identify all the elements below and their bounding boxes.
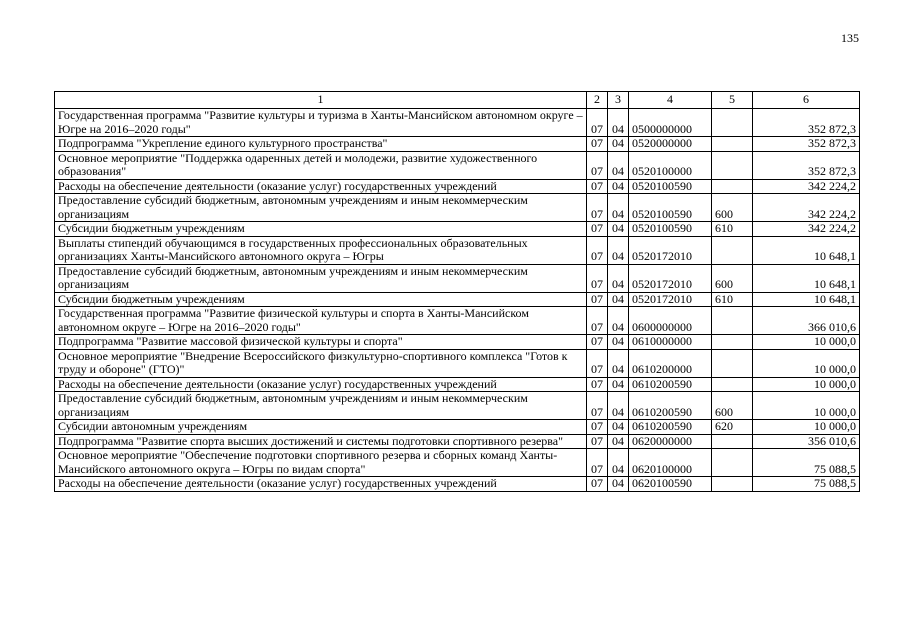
row-target-code-cell: 0520100590 — [629, 179, 712, 194]
header-col-4: 4 — [629, 92, 712, 109]
table-row — [55, 434, 860, 449]
table-row — [55, 109, 860, 137]
row-target-code-cell: 0610200590 — [629, 420, 712, 435]
row-name-cell: Расходы на обеспечение деятельности (оказание услуг) государственных учреждений — [55, 377, 587, 392]
row-amount-cell: 10 000,0 — [753, 420, 860, 435]
row-target-code-cell: 0520100590 — [629, 194, 712, 222]
header-col-1: 1 — [55, 92, 587, 109]
row-expense-type-cell — [712, 349, 753, 377]
row-section-cell: 07 — [587, 194, 608, 222]
row-name-cell: Государственная программа "Развитие культуры и туризма в Ханты-Мансийском автономном округе – Югре на 2016–2020 годы" — [55, 109, 587, 137]
row-section-cell: 07 — [587, 109, 608, 137]
row-target-code-cell: 0600000000 — [629, 307, 712, 335]
row-expense-type-cell — [712, 109, 753, 137]
row-target-code-cell: 0520172010 — [629, 292, 712, 307]
row-expense-type-cell — [712, 335, 753, 350]
row-name-cell: Выплаты стипендий обучающимся в государственных профессиональных образовательных организациях Ханты-Мансийского автономного округа – Югры — [55, 236, 587, 264]
table-row — [55, 335, 860, 350]
table-row — [55, 477, 860, 492]
row-expense-type-cell: 600 — [712, 392, 753, 420]
table-row — [55, 292, 860, 307]
row-subsection-cell: 04 — [608, 264, 629, 292]
row-subsection-cell: 04 — [608, 137, 629, 152]
row-target-code-cell: 0620000000 — [629, 434, 712, 449]
row-amount-cell: 10 648,1 — [753, 264, 860, 292]
row-name-cell: Предоставление субсидий бюджетным, автономным учреждениям и иным некоммерческим организациям — [55, 194, 587, 222]
row-expense-type-cell — [712, 434, 753, 449]
row-target-code-cell: 0620100590 — [629, 477, 712, 492]
header-col-5: 5 — [712, 92, 753, 109]
row-amount-cell: 366 010,6 — [753, 307, 860, 335]
row-section-cell: 07 — [587, 179, 608, 194]
table-row — [55, 222, 860, 237]
table-row — [55, 307, 860, 335]
row-amount-cell: 342 224,2 — [753, 222, 860, 237]
row-subsection-cell: 04 — [608, 449, 629, 477]
table-header-row — [55, 92, 860, 109]
row-target-code-cell: 0520100000 — [629, 151, 712, 179]
row-amount-cell: 352 872,3 — [753, 151, 860, 179]
row-section-cell: 07 — [587, 477, 608, 492]
row-section-cell: 07 — [587, 392, 608, 420]
header-col-2: 2 — [587, 92, 608, 109]
row-amount-cell: 10 648,1 — [753, 292, 860, 307]
header-col-3: 3 — [608, 92, 629, 109]
row-name-cell: Расходы на обеспечение деятельности (оказание услуг) государственных учреждений — [55, 179, 587, 194]
row-section-cell: 07 — [587, 449, 608, 477]
row-name-cell: Субсидии бюджетным учреждениям — [55, 222, 587, 237]
budget-table — [54, 91, 860, 492]
row-section-cell: 07 — [587, 292, 608, 307]
row-expense-type-cell — [712, 137, 753, 152]
page-number: 135 — [841, 31, 859, 45]
table-row — [55, 449, 860, 477]
row-subsection-cell: 04 — [608, 392, 629, 420]
table-row — [55, 151, 860, 179]
row-expense-type-cell — [712, 179, 753, 194]
row-target-code-cell: 0610200000 — [629, 349, 712, 377]
row-section-cell: 07 — [587, 377, 608, 392]
table-row — [55, 420, 860, 435]
table-row — [55, 137, 860, 152]
table-row — [55, 392, 860, 420]
row-amount-cell: 356 010,6 — [753, 434, 860, 449]
row-amount-cell: 10 000,0 — [753, 377, 860, 392]
row-subsection-cell: 04 — [608, 349, 629, 377]
table-row — [55, 179, 860, 194]
row-subsection-cell: 04 — [608, 179, 629, 194]
row-subsection-cell: 04 — [608, 420, 629, 435]
row-name-cell: Основное мероприятие "Внедрение Всероссийского физкультурно-спортивного комплекса "Готов к труду и обороне" (ГТО)" — [55, 349, 587, 377]
row-name-cell: Подпрограмма "Развитие спорта высших достижений и системы подготовки спортивного резерва" — [55, 434, 587, 449]
row-subsection-cell: 04 — [608, 222, 629, 237]
row-amount-cell: 10 000,0 — [753, 392, 860, 420]
row-expense-type-cell — [712, 151, 753, 179]
row-expense-type-cell — [712, 477, 753, 492]
row-amount-cell: 10 000,0 — [753, 335, 860, 350]
row-amount-cell: 352 872,3 — [753, 137, 860, 152]
row-subsection-cell: 04 — [608, 109, 629, 137]
row-target-code-cell: 0520100590 — [629, 222, 712, 237]
row-name-cell: Расходы на обеспечение деятельности (оказание услуг) государственных учреждений — [55, 477, 587, 492]
row-expense-type-cell — [712, 236, 753, 264]
row-section-cell: 07 — [587, 264, 608, 292]
row-expense-type-cell — [712, 377, 753, 392]
row-name-cell: Государственная программа "Развитие физической культуры и спорта в Ханты-Мансийском автономном округе – Югре на 2016–2020 годы" — [55, 307, 587, 335]
row-amount-cell: 75 088,5 — [753, 477, 860, 492]
row-target-code-cell: 0520172010 — [629, 264, 712, 292]
row-target-code-cell: 0520000000 — [629, 137, 712, 152]
row-section-cell: 07 — [587, 137, 608, 152]
row-name-cell: Субсидии бюджетным учреждениям — [55, 292, 587, 307]
row-subsection-cell: 04 — [608, 236, 629, 264]
row-amount-cell: 75 088,5 — [753, 449, 860, 477]
row-name-cell: Предоставление субсидий бюджетным, автономным учреждениям и иным некоммерческим организациям — [55, 264, 587, 292]
row-name-cell: Основное мероприятие "Обеспечение подготовки спортивного резерва и сборных команд Ханты-Мансийского автономного округа – Югры по видам спорта" — [55, 449, 587, 477]
table-row — [55, 349, 860, 377]
row-target-code-cell: 0610200590 — [629, 377, 712, 392]
row-expense-type-cell: 600 — [712, 194, 753, 222]
row-subsection-cell: 04 — [608, 307, 629, 335]
row-section-cell: 07 — [587, 236, 608, 264]
row-expense-type-cell — [712, 449, 753, 477]
table-row — [55, 236, 860, 264]
row-amount-cell: 10 648,1 — [753, 236, 860, 264]
row-section-cell: 07 — [587, 335, 608, 350]
row-target-code-cell: 0500000000 — [629, 109, 712, 137]
header-col-6: 6 — [753, 92, 860, 109]
row-expense-type-cell: 610 — [712, 292, 753, 307]
row-name-cell: Предоставление субсидий бюджетным, автономным учреждениям и иным некоммерческим организациям — [55, 392, 587, 420]
row-section-cell: 07 — [587, 349, 608, 377]
row-name-cell: Субсидии автономным учреждениям — [55, 420, 587, 435]
row-section-cell: 07 — [587, 420, 608, 435]
row-amount-cell: 10 000,0 — [753, 349, 860, 377]
row-section-cell: 07 — [587, 151, 608, 179]
row-subsection-cell: 04 — [608, 377, 629, 392]
row-target-code-cell: 0610000000 — [629, 335, 712, 350]
row-subsection-cell: 04 — [608, 292, 629, 307]
table-row — [55, 194, 860, 222]
row-section-cell: 07 — [587, 222, 608, 237]
row-amount-cell: 342 224,2 — [753, 179, 860, 194]
row-subsection-cell: 04 — [608, 477, 629, 492]
row-expense-type-cell: 600 — [712, 264, 753, 292]
row-amount-cell: 352 872,3 — [753, 109, 860, 137]
row-target-code-cell: 0610200590 — [629, 392, 712, 420]
row-subsection-cell: 04 — [608, 194, 629, 222]
table-body — [55, 109, 860, 492]
row-subsection-cell: 04 — [608, 151, 629, 179]
row-expense-type-cell — [712, 307, 753, 335]
row-section-cell: 07 — [587, 307, 608, 335]
row-expense-type-cell: 610 — [712, 222, 753, 237]
row-name-cell: Подпрограмма "Укрепление единого культурного пространства" — [55, 137, 587, 152]
row-name-cell: Подпрограмма "Развитие массовой физической культуры и спорта" — [55, 335, 587, 350]
table-row — [55, 377, 860, 392]
row-subsection-cell: 04 — [608, 335, 629, 350]
row-subsection-cell: 04 — [608, 434, 629, 449]
row-target-code-cell: 0520172010 — [629, 236, 712, 264]
row-amount-cell: 342 224,2 — [753, 194, 860, 222]
row-expense-type-cell: 620 — [712, 420, 753, 435]
table-row — [55, 264, 860, 292]
row-name-cell: Основное мероприятие "Поддержка одаренных детей и молодежи, развитие художественного образования" — [55, 151, 587, 179]
row-target-code-cell: 0620100000 — [629, 449, 712, 477]
row-section-cell: 07 — [587, 434, 608, 449]
